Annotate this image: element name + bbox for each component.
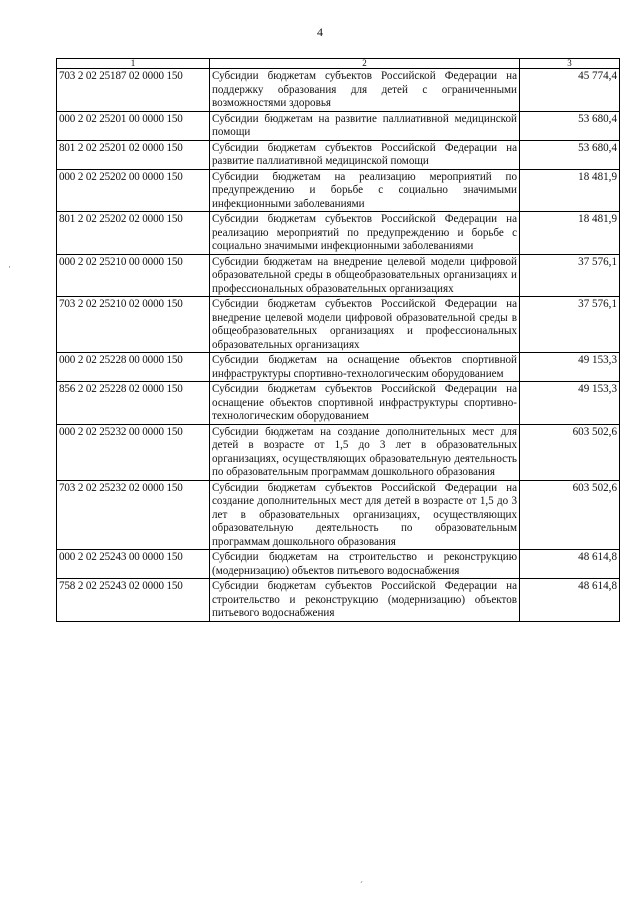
subsidy-name: Субсидии бюджетам субъектов Российской Федерации на создание дополнительных мест для детей в возрасте от 1,5 до 3 лет в образовательных организациях, осуществляющих образовательную деятельность по образовательным программам дошкольного образования [210,480,520,550]
amount: 18 481,9 [520,212,620,255]
amount: 37 576,1 [520,254,620,297]
subsidy-name: Субсидии бюджетам субъектов Российской Федерации на развитие паллиативной медицинской помощи [210,140,520,169]
amount: 603 502,6 [520,480,620,550]
subsidy-name: Субсидии бюджетам субъектов Российской Федерации на внедрение целевой модели цифровой образовательной среды в общеобразовательных организациях и профессиональных образовательных организациях [210,297,520,353]
amount: 53 680,4 [520,140,620,169]
subsidy-name: Субсидии бюджетам на оснащение объектов спортивной инфраструктуры спортивно-технологическим оборудованием [210,353,520,382]
header-column-1: 1 [57,59,210,69]
table-row [57,254,620,297]
header-row [57,59,620,69]
table-row [57,212,620,255]
amount: 18 481,9 [520,169,620,212]
budget-code: 000 2 02 25202 00 0000 150 [57,169,210,212]
table-row [57,111,620,140]
amount: 49 153,3 [520,353,620,382]
subsidy-name: Субсидии бюджетам субъектов Российской Федерации на строительство и реконструкцию (модернизацию) объектов питьевого водоснабжения [210,579,520,622]
amount: 603 502,6 [520,424,620,480]
subsidy-name: Субсидии бюджетам на создание дополнительных мест для детей в возрасте от 1,5 до 3 лет в образовательных организациях, осуществляющих образовательную деятельность по образовательным программам дошкольного образования [210,424,520,480]
budget-code: 000 2 02 25228 00 0000 150 [57,353,210,382]
amount: 48 614,8 [520,550,620,579]
scan-speck: · [8,262,11,272]
budget-code: 000 2 02 25232 00 0000 150 [57,424,210,480]
budget-code: 758 2 02 25243 02 0000 150 [57,579,210,622]
budget-code: 703 2 02 25232 02 0000 150 [57,480,210,550]
table-row [57,297,620,353]
subsidy-name: Субсидии бюджетам на внедрение целевой модели цифровой образовательной среды в общеобразовательных организациях и профессиональных образовательных организациях [210,254,520,297]
table-row [57,480,620,550]
budget-code: 703 2 02 25187 02 0000 150 [57,69,210,112]
amount: 45 774,4 [520,69,620,112]
table-row [57,140,620,169]
budget-code: 801 2 02 25201 02 0000 150 [57,140,210,169]
table-row [57,169,620,212]
amount: 37 576,1 [520,297,620,353]
table-row [57,579,620,622]
budget-code: 703 2 02 25210 02 0000 150 [57,297,210,353]
table-row [57,69,620,112]
budget-code: 856 2 02 25228 02 0000 150 [57,382,210,425]
budget-table [56,58,620,622]
subsidy-name: Субсидии бюджетам субъектов Российской Федерации на оснащение объектов спортивной инфраструктуры спортивно-технологическим оборудованием [210,382,520,425]
subsidy-name: Субсидии бюджетам субъектов Российской Федерации на поддержку образования для детей с ограниченными возможностями здоровья [210,69,520,112]
amount: 49 153,3 [520,382,620,425]
budget-code: 000 2 02 25201 00 0000 150 [57,111,210,140]
subsidy-name: Субсидии бюджетам на строительство и реконструкцию (модернизацию) объектов питьевого водоснабжения [210,550,520,579]
budget-code: 801 2 02 25202 02 0000 150 [57,212,210,255]
subsidy-name: Субсидии бюджетам на реализацию мероприятий по предупреждению и борьбе с социально значимыми инфекционными заболеваниями [210,169,520,212]
subsidy-name: Субсидии бюджетам субъектов Российской Федерации на реализацию мероприятий по предупреждению и борьбе с социально значимыми инфекционными заболеваниями [210,212,520,255]
header-column-2: 2 [210,59,520,69]
scan-speck: ˊ [360,880,363,890]
table-row [57,550,620,579]
table-row [57,353,620,382]
table-row [57,424,620,480]
page-number: 4 [317,25,323,39]
table-row [57,382,620,425]
header-column-3: 3 [520,59,620,69]
amount: 53 680,4 [520,111,620,140]
amount: 48 614,8 [520,579,620,622]
budget-code: 000 2 02 25243 00 0000 150 [57,550,210,579]
subsidy-name: Субсидии бюджетам на развитие паллиативной медицинской помощи [210,111,520,140]
budget-code: 000 2 02 25210 00 0000 150 [57,254,210,297]
